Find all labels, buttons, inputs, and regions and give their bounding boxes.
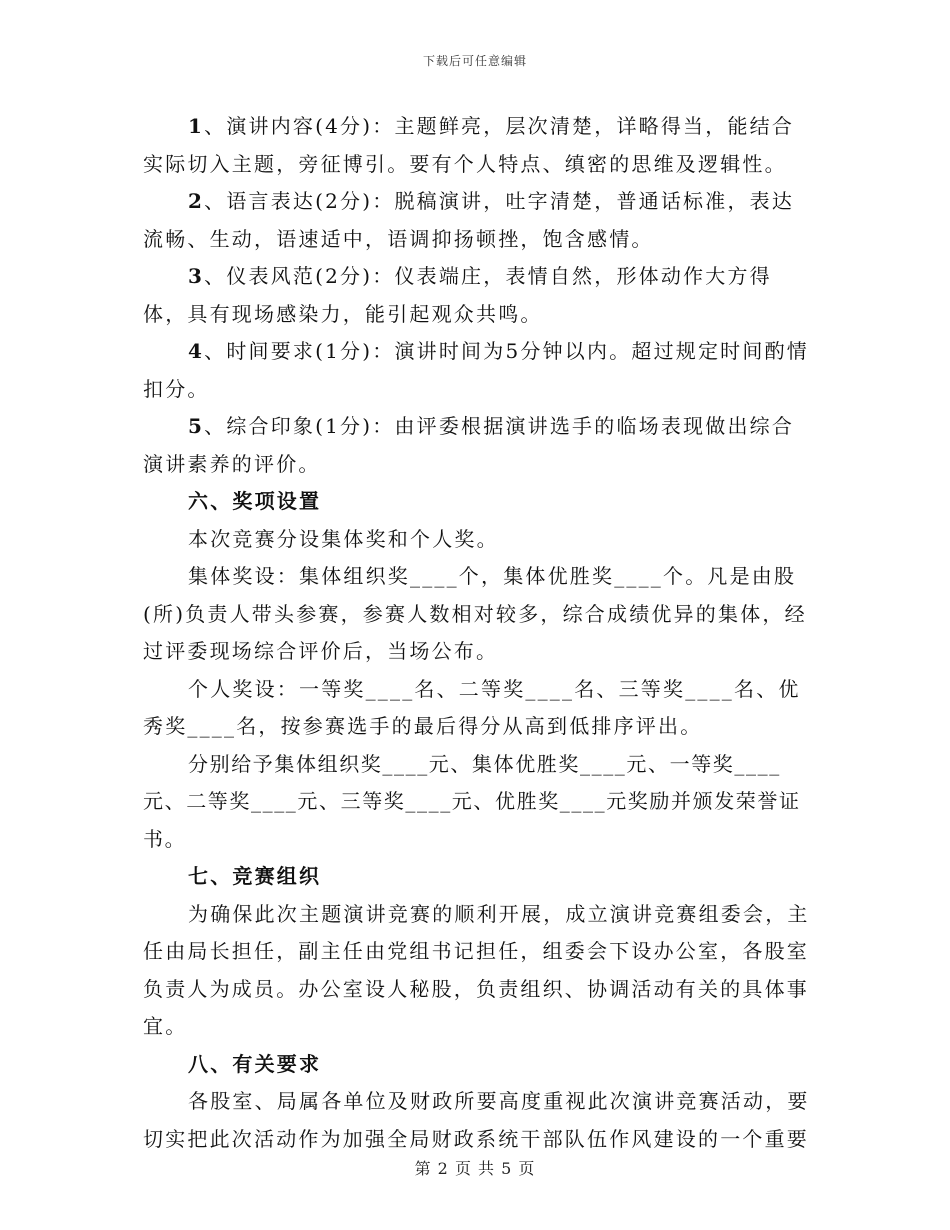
page-header: 下载后可任意编辑 [422,54,527,68]
section-heading-awards: 六、奖项设置 [188,489,322,513]
criterion-1 [143,108,811,183]
criterion-number: 4 [188,339,205,363]
criterion-number: 5 [188,414,205,438]
criterion-5 [143,408,811,483]
awards-collective: 集体奖设：集体组织奖____个，集体优胜奖____个。凡是由股(所)负责人带头参赛，参赛人数相对较多，综合成绩优异的集体，经过评委现场综合评价后，当场公布。 [143,564,807,663]
criterion-text: 、演讲内容(4分)：主题鲜亮，层次清楚，详略得当，能结合实际切入主题，旁征博引。要有个人特点、缜密的思维及逻辑性。 [143,114,795,176]
criterion-3 [143,258,811,333]
criterion-text: 、语言表达(2分)：脱稿演讲，吐字清楚，普通话标准，表达流畅、生动，语速适中，语调抑扬顿挫，饱含感情。 [143,189,795,251]
criterion-number: 2 [188,189,205,213]
awards-intro: 本次竞赛分设集体奖和个人奖。 [188,526,499,551]
awards-prizes: 分别给予集体组织奖____元、集体优胜奖____元、一等奖____元、二等奖____元、三等奖____元、优胜奖____元奖励并颁发荣誉证书。 [143,751,801,851]
awards-individual: 个人奖设：一等奖____名、二等奖____名、三等奖____名、优秀奖____名，按参赛选手的最后得分从高到低排序评出。 [143,676,801,738]
section-heading-requirements: 八、有关要求 [188,1051,322,1076]
criterion-4 [143,333,811,408]
page-number-footer: 第 2 页 共 5 页 [414,1159,536,1178]
section-heading-organization: 七、竞赛组织 [188,864,322,888]
criterion-number: 1 [188,114,205,138]
criterion-text: 、仪表风范(2分)：仪表端庄，表情自然，形体动作大方得体，具有现场感染力，能引起观众共鸣。 [143,264,772,326]
criterion-text: 、综合印象(1分)：由评委根据演讲选手的临场表现做出综合演讲素养的评价。 [143,414,795,476]
document-body [143,108,811,1158]
criterion-2 [143,183,811,258]
organization-text: 为确保此次主题演讲竞赛的顺利开展，成立演讲竞赛组委会，主任由局长担任，副主任由党组书记担任，组委会下设办公室，各股室负责人为成员。办公室设人秘股，负责组织、协调活动有关的具体事宜。 [143,901,810,1038]
requirements-text: 各股室、局属各单位及财政所要高度重视此次演讲竞赛活动，要切实把此次活动作为加强全局财政系统干部队伍作风建设的一个重要 [143,1089,810,1151]
criterion-text: 、时间要求(1分)：演讲时间为5分钟以内。超过规定时间酌情扣分。 [143,339,809,401]
criterion-number: 3 [188,264,205,288]
